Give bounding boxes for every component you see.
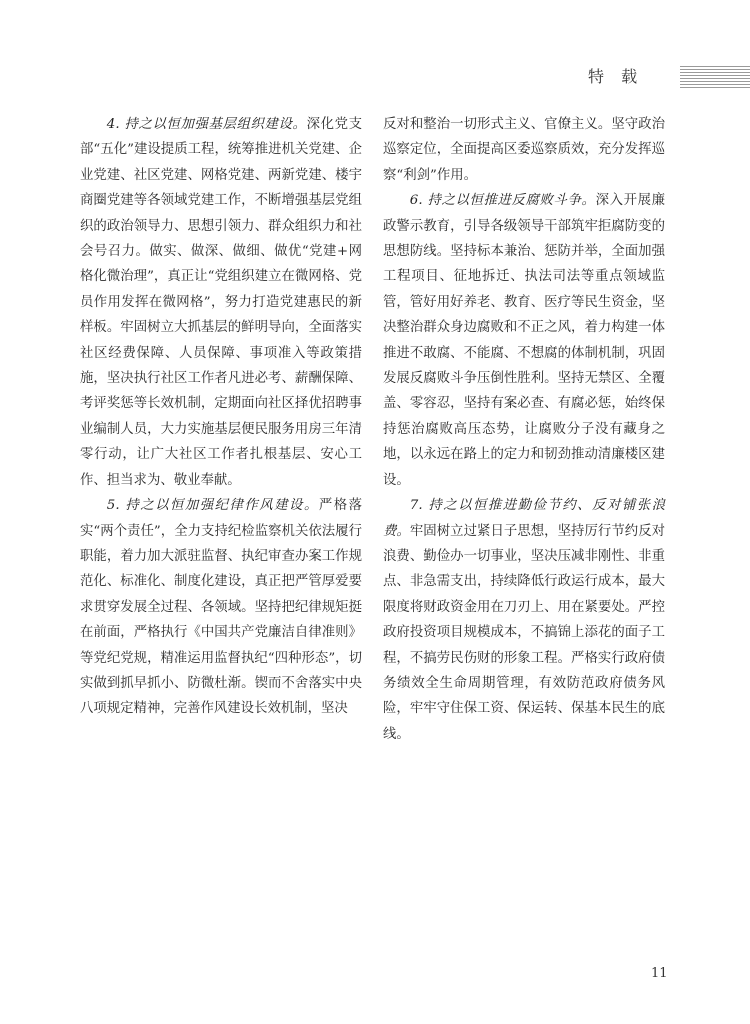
paragraph-4 — [80, 112, 362, 493]
paragraph-4-heading: 4. 持之以恒加强基层组织建设。 — [106, 117, 307, 132]
right-column — [383, 112, 665, 747]
paragraph-6-heading: 6. 持之以恒推进反腐败斗争。 — [409, 193, 596, 209]
page-number: 11 — [651, 966, 668, 981]
paragraph-5 — [80, 493, 362, 722]
paragraph-5-continued-body: 反对和整治一切形式主义、官僚主义。坚守政治巡察定位，全面提高区委巡察质效，充分发挥巡察“利剑”作用。 — [383, 117, 665, 183]
left-column — [80, 112, 362, 722]
paragraph-7-heading: 7. 持之以恒推进勤俭节约、反对铺张浪费。 — [383, 498, 665, 539]
section-label: 特 载 — [588, 67, 644, 86]
paragraph-6 — [383, 188, 665, 493]
paragraph-7-body: 牢固树立过紧日子思想，坚持厉行节约反对浪费、勤俭办一切事业，坚决压减非刚性、非重点、非急需支出，持续降低行政运行成本，最大限度将财政资金用在刀刃上、用在紧要处。严控政府投资项目规模成本，不搞锦上添花的面子工程，不搞劳民伤财的形象工程。严格实行政府债务绩效全生命周期管理，有效防范政府债务风险，牢牢守住保工资、保运转、保基本民生的底线。 — [383, 523, 666, 742]
paragraph-6-body: 深入开展廉政警示教育，引导各级领导干部筑牢拒腐防变的思想防线。坚持标本兼治、惩防并举，全面加强工程项目、征地拆迁、执法司法等重点领域监管，管好用好养老、教育、医疗等民生资金，坚决整治群众身边腐败和不正之风，着力构建一体推进不敢腐、不能腐、不想腐的体制机制，巩固发展反腐败斗争压倒性胜利。坚持无禁区、全覆盖、零容忍，坚持有案必查、有腐必惩，始终保持惩治腐败高压态势，让腐败分子没有藏身之地，以永远在路上的定力和韧劲推动清廉楼区建设。 — [383, 193, 665, 488]
paragraph-5-continued — [383, 112, 665, 188]
header-stripe-decoration — [680, 66, 750, 88]
paragraph-4-body: 深化党支部“五化”建设提质工程，统筹推进机关党建、企业党建、社区党建、网格党建、两新党建、楼宇商圈党建等各领域党建工作，不断增强基层党组织的政治领导力、思想引领力、群众组织力和社会号召力。做实、做深、做细、做优“党建+网格化微治理”，真正让“党组织建立在微网格、党员作用发挥在微网格”，努力打造党建惠民的新样板。牢固树立大抓基层的鲜明导向，全面落实社区经费保障、人员保障、事项准入等政策措施，坚决执行社区工作者凡进必考、薪酬保障、考评奖惩等长效机制，定期面向社区择优招聘事业编制人员，大力实施基层便民服务用房三年清零行动，让广大社区工作者扎根基层、安心工作、担当求为、敬业奉献。 — [80, 117, 362, 488]
paragraph-5-body: 严格落实“两个责任”，全力支持纪检监察机关依法履行职能，着力加大派驻监督、执纪审查办案工作规范化、标准化、制度化建设，真正把严管厚爱要求贯穿发展全过程、各领域。坚持把纪律规矩挺在前面，严格执行《中国共产党廉洁自律准则》等党纪党规，精准运用监督执纪“四种形态”，切实做到抓早抓小、防微杜渐。锲而不舍落实中央八项规定精神，完善作风建设长效机制，坚决 — [80, 498, 362, 717]
paragraph-5-heading: 5. 持之以恒加强纪律作风建设。 — [106, 498, 319, 514]
paragraph-7 — [383, 493, 665, 747]
page-header — [0, 58, 750, 92]
